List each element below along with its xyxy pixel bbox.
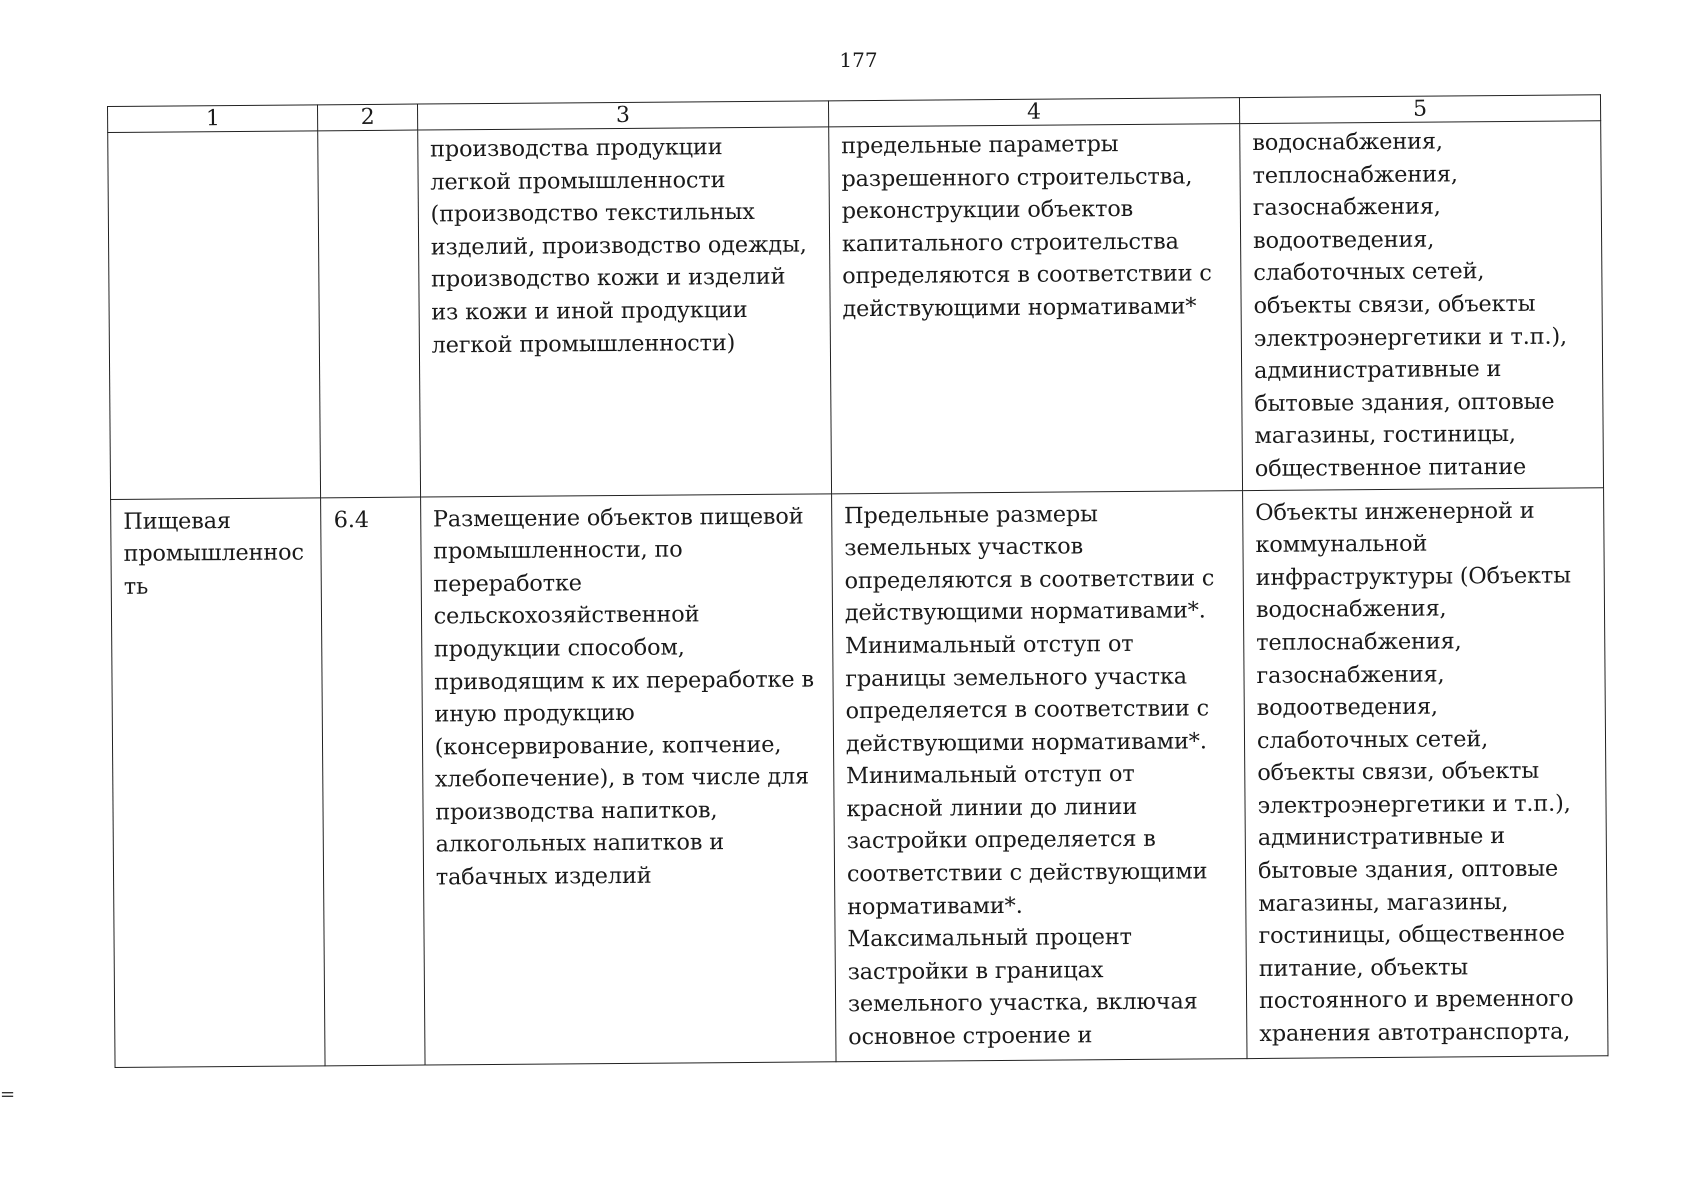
cell-auxiliary-uses: Объекты инженерной и коммунальной инфраструктуры (Объекты водоснабжения, теплоснабжения, газоснабжения, водоотведения, слаботочных сетей, объекты связи, объекты электроэнергетики и т.п.), административные и бытовые здания, оптовые магазины, магазины, гостиницы, общественное питание, объекты постоянного и временного хранения автотранспорта,: [1243, 487, 1608, 1058]
margin-mark: =: [0, 1084, 16, 1105]
table-row: [111, 487, 1608, 1067]
cell-use-name: [108, 131, 321, 499]
header-col-5: 5: [1239, 95, 1600, 124]
cell-description: Размещение объектов пищевой промышленности, по переработке сельскохозяйственной продукции способом, приводящим к их переработке в иную продукцию (консервирование, копчение, хлебопечение), в том числе для производства напитков, алкогольных напитков и табачных изделий: [420, 493, 836, 1064]
header-col-3: 3: [417, 101, 828, 130]
cell-parameters: Предельные размеры земельных участков определяются в соответствии с действующими нормативами*. Минимальный отступ от границы земельного участка определяется в соответствии с действующими нормативами*. Минимальный отступ от красной линии до линии застройки определяется в соответствии с действующими нормативами*. Максимальный процент застройки в границах земельного участка, включая основное строение и: [831, 490, 1247, 1061]
header-col-2: 2: [318, 104, 417, 131]
cell-auxiliary-uses: водоснабжения, теплоснабжения, газоснабжения, водоотведения, слаботочных сетей, объекты связи, объекты электроэнергетики и т.п.), административные и бытовые здания, оптовые магазины, гостиницы, общественное питание: [1240, 121, 1604, 490]
cell-parameters: предельные параметры разрешенного строительства, реконструкции объектов капитального строительства определяются в соответствии с действующими нормативами*: [829, 124, 1243, 494]
page-number: 177: [839, 48, 878, 72]
table-row: [108, 121, 1604, 499]
header-col-1: 1: [108, 105, 319, 133]
land-use-table: [107, 94, 1609, 1067]
header-col-4: 4: [828, 98, 1239, 127]
cell-use-name: Пищевая промышленнос ть: [111, 497, 326, 1067]
cell-description: производства продукции легкой промышленности (производство текстильных изделий, производство одежды, производство кожи и изделий из кожи и иной продукции легкой промышленности): [417, 127, 831, 497]
cell-code: [318, 130, 420, 497]
cell-code: 6.4: [321, 497, 425, 1066]
